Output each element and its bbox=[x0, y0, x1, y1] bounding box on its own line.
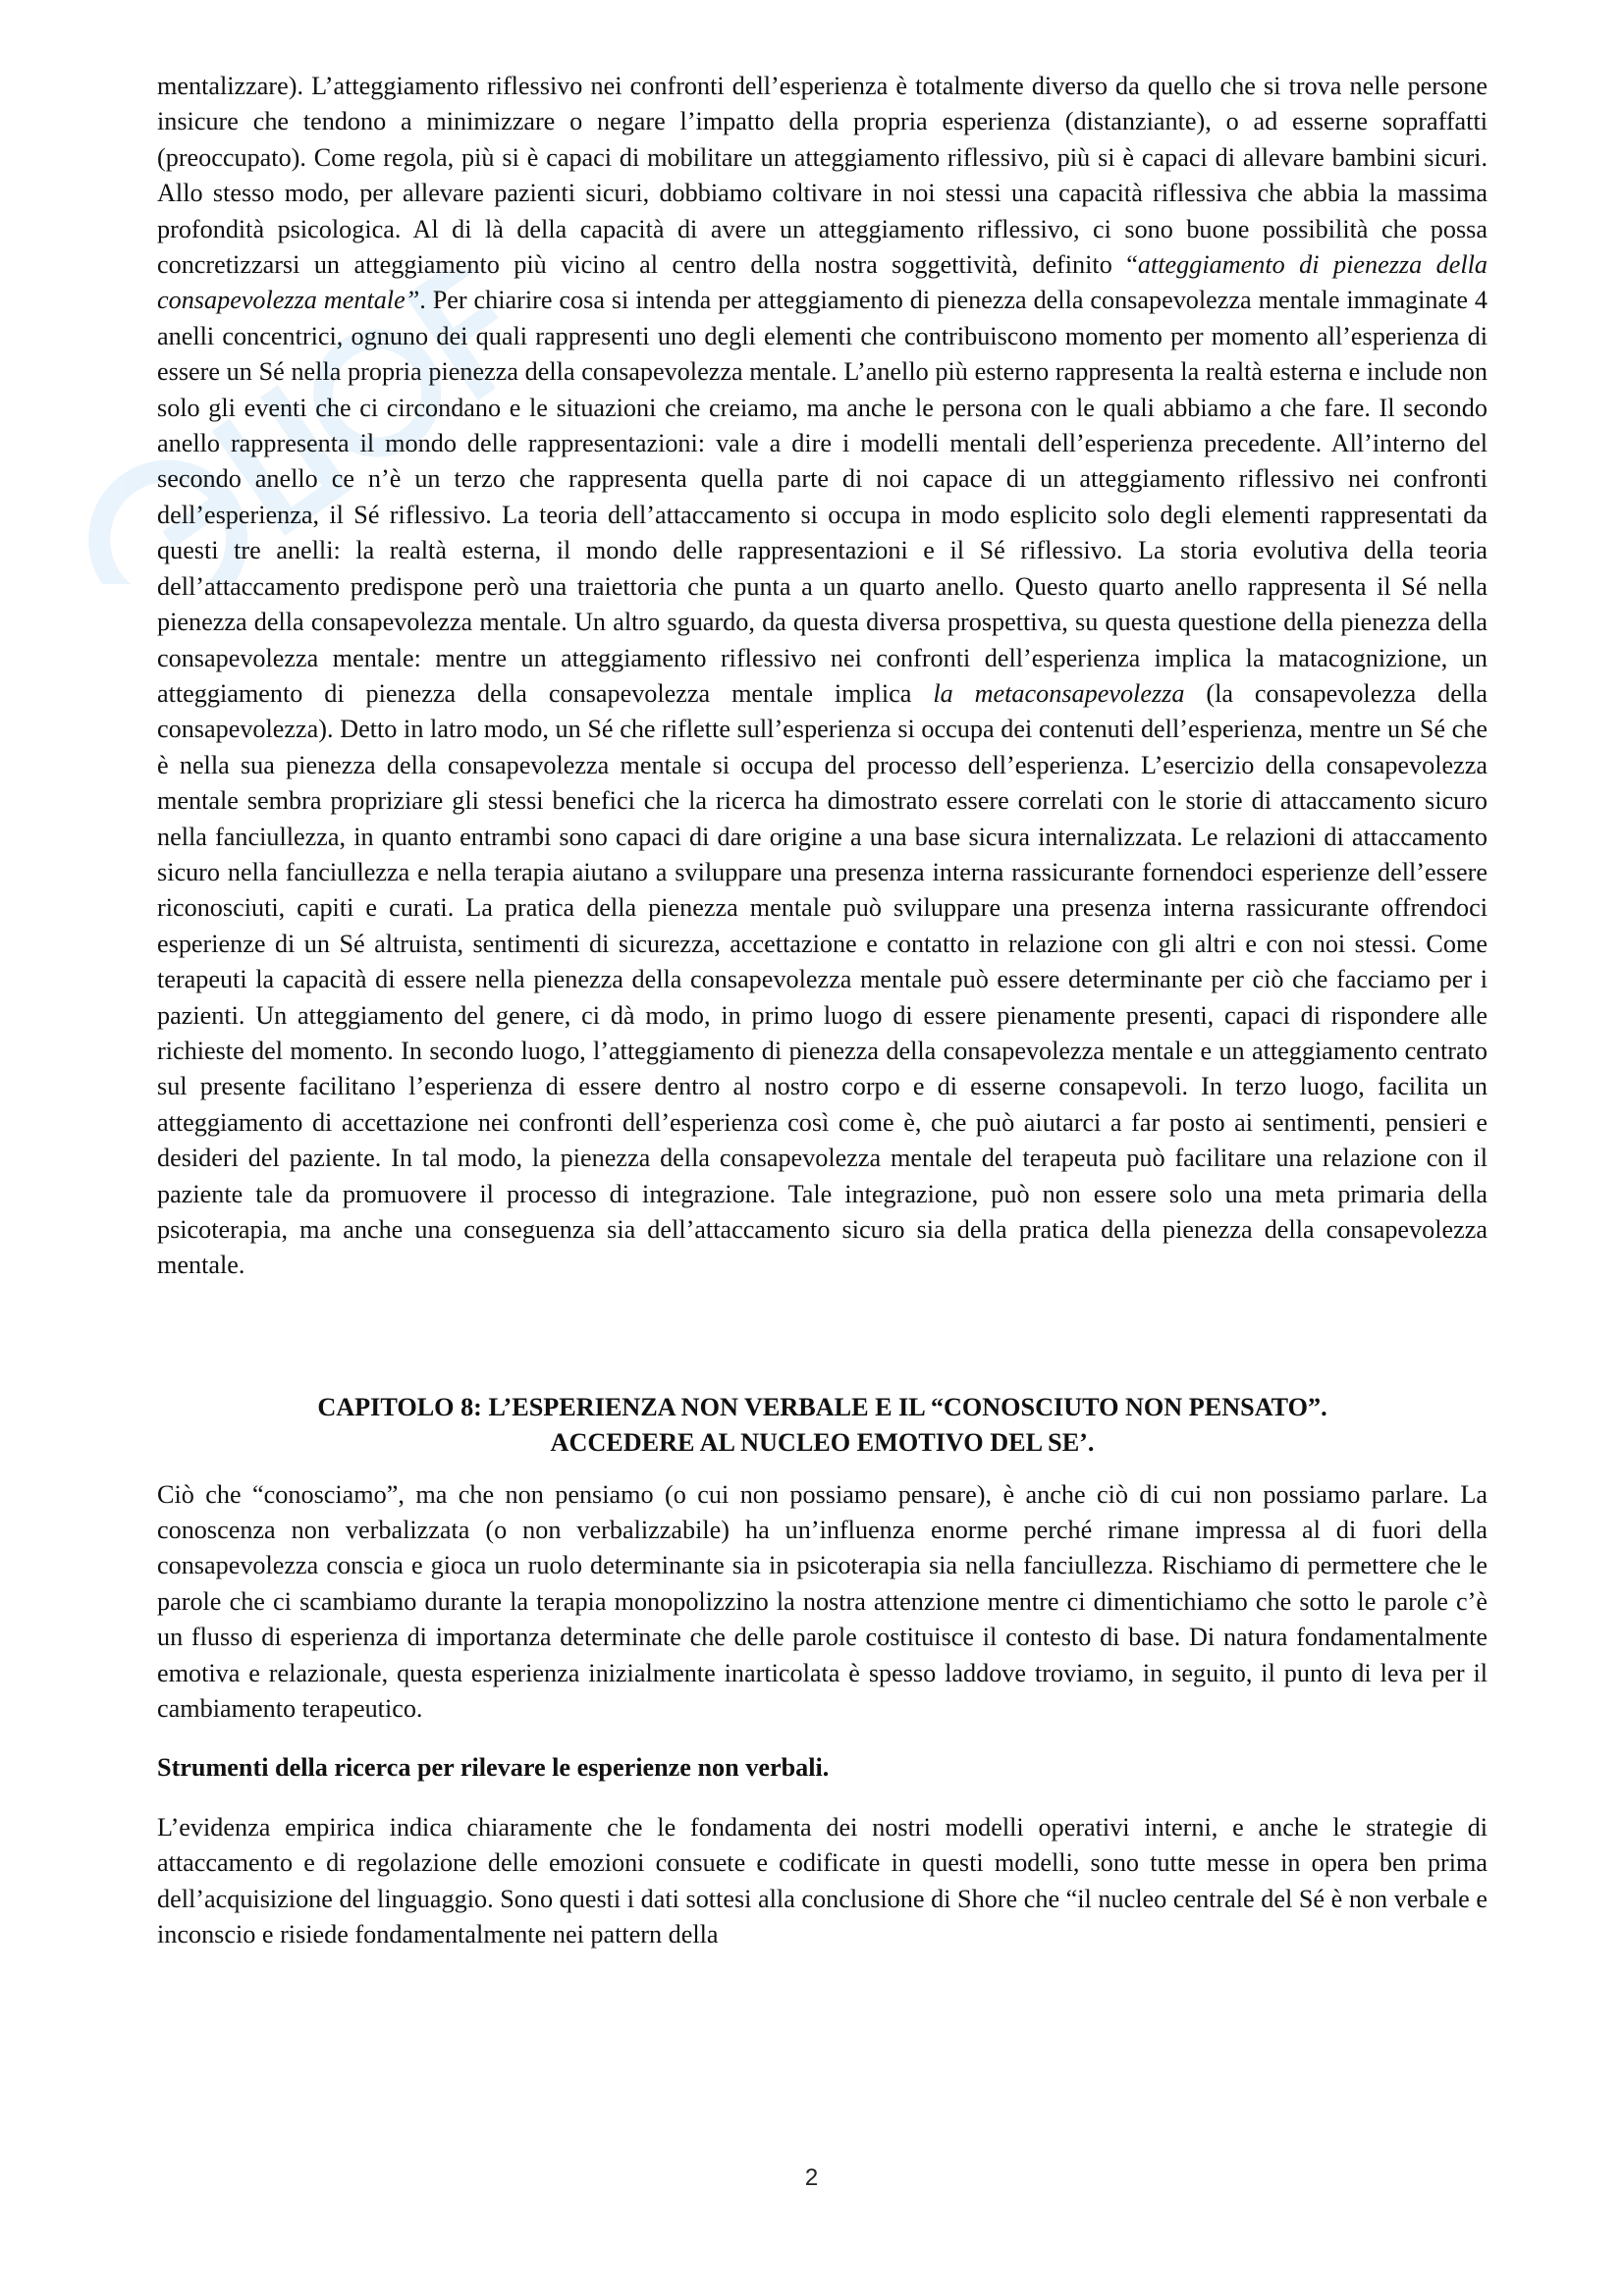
section-heading: Strumenti della ricerca per rilevare le esperienze non verbali. bbox=[157, 1753, 830, 1783]
body-paragraph: L’evidenza empirica indica chiaramente che le fondamenta dei nostri modelli operativi interni, e anche le strategie di attaccamento e di regolazione delle emozioni consuete e codificate in questi modelli, sono tutte messe in opera ben prima dell’acquisizione del linguaggio. Sono questi i dati sottesi alla conclusione di Shore che “il nucleo centrale del Sé è non verbale e inconscio e risiede fondamentalmente nei pattern della bbox=[157, 1812, 1488, 1949]
body-paragraph bbox=[157, 69, 1488, 1284]
chapter-title-line: CAPITOLO 8: L’ESPERIENZA NON VERBALE E IL “CONOSCIUTO NON PENSATO”. bbox=[317, 1392, 1327, 1421]
chapter-subtitle-line: ACCEDERE AL NUCLEO EMOTIVO DEL SE’. bbox=[550, 1428, 1095, 1458]
italic-term: la metaconsapevolezza bbox=[933, 678, 1185, 708]
body-paragraph: Ciò che “conosciamo”, ma che non pensiamo (o cui non possiamo pensare), è anche ciò di cui non possiamo parlare. La conoscenza non verbalizzata (o non verbalizzabile) ha un’influenza enorme perché rimane impressa al di fuori della consapevolezza conscia e gioca un ruolo determinante sia in psicoterapia sia nella fanciullezza. Rischiamo di permettere che le parole che ci scambiamo durante la terapia monopolizzino la nostra attenzione mentre ci dimentichiamo che sotto le parole c’è un flusso di esperienza di importanza determinate che delle parole costituisce il contesto di base. Di natura fondamentalmente emotiva e relazionale, questa esperienza inizialmente inarticolata è spesso laddove troviamo, in seguito, il punto di leva per il cambiamento terapeutico. bbox=[157, 1479, 1488, 1724]
paragraph-text: . Per chiarire cosa si intenda per atteggiamento di pienezza della consapevolezza mentale immaginate 4 anelli concentrici, ognuno dei quali rappresenti uno degli elementi che contribuiscono momento per momento all’esperienza di essere un Sé nella propria pienezza della consapevolezza mentale. L’anello più esterno rappresenta la realtà esterna e include non solo gli eventi che ci circondano e le situazioni che creiamo, ma anche le persona con le quali abbiamo a che fare. Il secondo anello rappresenta il mondo delle rappresentazioni: vale a dire i modelli mentali dell’esperienza precedente. All’interno del secondo anello ce n’è un terzo che rappresenta quella parte di noi capace di un atteggiamento riflessivo nei confronti dell’esperienza, il Sé riflessivo. La teoria dell’attaccamento si occupa in modo esplicito solo degli elementi rappresentati da questi tre anelli: la realtà esterna, il mondo delle rappresentazioni e il Sé riflessivo. La storia evolutiva della teoria dell’attaccamento predispone però una traiettoria che punta a un quarto anello. Questo quarto anello rappresenta il Sé nella pienezza della consapevolezza mentale. Un altro sguardo, da questa diversa prospettiva, su questa questione della pienezza della consapevolezza mentale: mentre un atteggiamento riflessivo nei confronti dell’esperienza implica la matacognizione, un atteggiamento di pienezza della consapevolezza mentale implica bbox=[157, 286, 1488, 708]
chapter-title bbox=[157, 1390, 1488, 1462]
paragraph-text: (la consapevolezza della consapevolezza). Detto in latro modo, un Sé che riflette sull’esperienza si occupa dei contenuti dell’esperienza, mentre un Sé che è nella sua pienezza della consapevolezza mentale si occupa del processo dell’esperienza. L’esercizio della consapevolezza mentale sembra propriziare gli stessi benefici che la ricerca ha dimostrato essere correlati con le storie di attaccamento sicuro nella fanciullezza, in quanto entrambi sono capaci di dare origine a una base sicura internalizzata. Le relazioni di attaccamento sicuro nella fanciullezza e nella terapia aiutano a sviluppare una presenza interna rassicurante fornendoci esperienze dell’essere riconosciuti, capiti e curati. La pratica della pienezza mentale può sviluppare una presenza interna rassicurante offrendoci esperienze di un Sé altruista, sentimenti di sicurezza, accettazione e contatto in relazione con gli altri e con noi stessi. Come terapeuti la capacità di essere nella pienezza della consapevolezza mentale può essere determinante per ciò che facciamo per i pazienti. Un atteggiamento del genere, ci dà modo, in primo luogo di essere pienamente presenti, capaci di rispondere alle richieste del momento. In secondo luogo, l’atteggiamento di pienezza della consapevolezza mentale e un atteggiamento centrato sul presente facilitano l’esperienza di essere dentro al nostro corpo e di esserne consapevoli. In terzo luogo, facilita un atteggiamento di accettazione nei confronti dell’esperienza così come è, che può aiutarci a far posto ai sentimenti, pensieri e desideri del paziente. In tal modo, la pienezza della consapevolezza mentale del terapeuta può facilitare una relazione con il paziente tale da promuovere il processo di integrazione. Tale integrazione, può non essere solo una meta primaria della psicoterapia, ma anche una conseguenza sia dell’attaccamento sicuro sia della pratica della pienezza della consapevolezza mentale. bbox=[157, 678, 1488, 1280]
italic-term: atteggiamento di pienezza della consapevolezza mentale” bbox=[157, 250, 1488, 315]
paragraph-text: mentalizzare). L’atteggiamento riflessivo nei confronti dell’esperienza è totalmente diverso da quello che si trova nelle persone insicure che tendono a minimizzare o negare l’impatto della propria esperienza (distanziante), o ad esserne sopraffatti (preoccupato). Come regola, più si è capaci di mobilitare un atteggiamento riflessivo, più si è capaci di allevare bambini sicuri. Allo stesso modo, per allevare pazienti sicuri, dobbiamo coltivare in noi stessi una capacità riflessiva che abbia la massima profondità psicologica. Al di là della capacità di avere un atteggiamento riflessivo, ci sono buone possibilità che possa concretizzarsi un atteggiamento più vicino al centro della nostra soggettività, definito “ bbox=[157, 72, 1488, 280]
page-number: 2 bbox=[804, 2164, 819, 2191]
document-body bbox=[157, 69, 1488, 1953]
